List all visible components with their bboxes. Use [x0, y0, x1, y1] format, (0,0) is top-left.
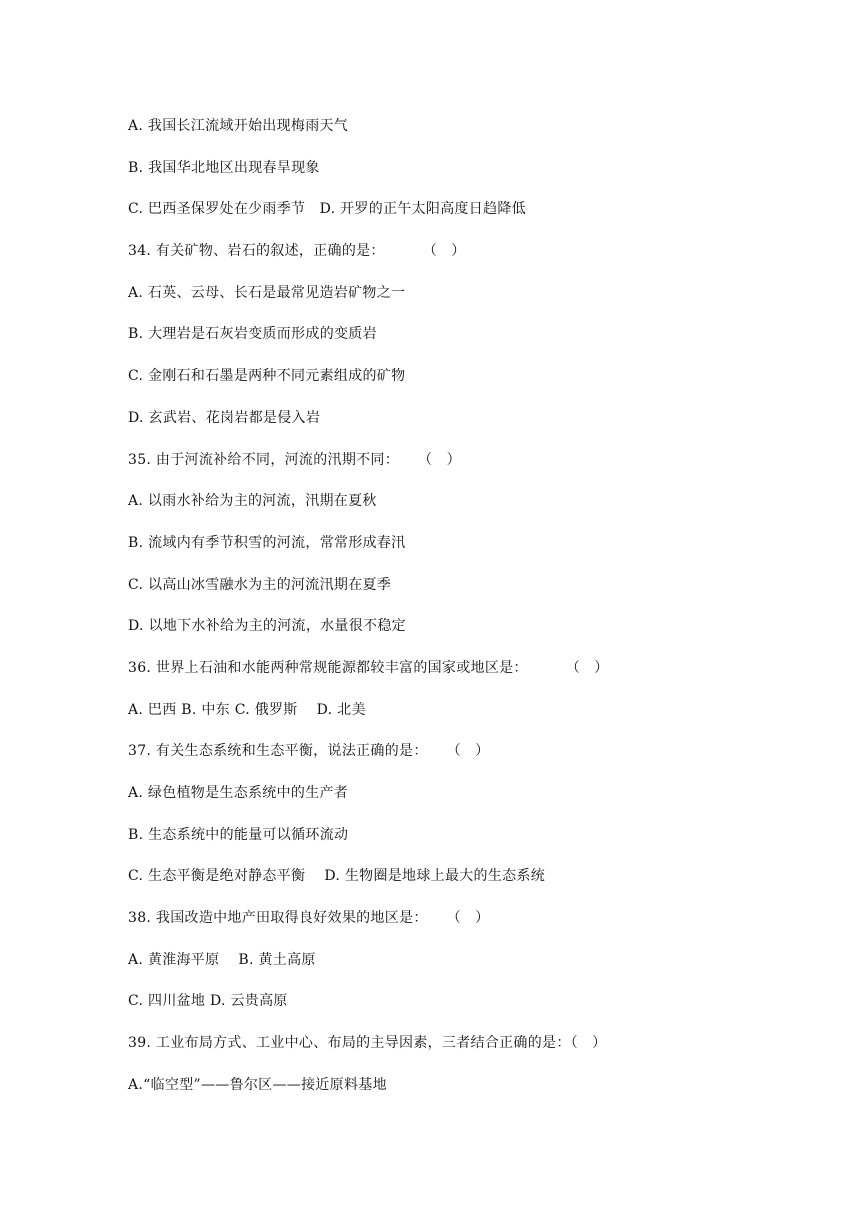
question-36: 36. 世界上石油和水能两种常规能源都较丰富的国家或地区是： （ ）	[128, 659, 609, 676]
option-line: A. 巴西 B. 中东 C. 俄罗斯 D. 北美	[128, 701, 366, 718]
option-line: D. 玄武岩、花岗岩都是侵入岩	[128, 409, 321, 426]
option-line: C. 巴西圣保罗处在少雨季节 D. 开罗的正午太阳高度日趋降低	[128, 201, 526, 218]
option-line: B. 大理岩是石灰岩变质而形成的变质岩	[128, 326, 377, 343]
option-line: A.“临空型”——鲁尔区——接近原料基地	[128, 1076, 387, 1093]
option-line: B. 我国华北地区出现春旱现象	[128, 159, 320, 176]
option-line: C. 金刚石和石墨是两种不同元素组成的矿物	[128, 368, 406, 385]
option-line: A. 以雨水补给为主的河流，汛期在夏秋	[128, 493, 377, 510]
option-line: C. 以高山冰雪融水为主的河流汛期在夏季	[128, 576, 392, 593]
option-line: A. 绿色植物是生态系统中的生产者	[128, 785, 349, 801]
question-38: 38. 我国改造中地产田取得良好效果的地区是： （ ）	[128, 910, 490, 927]
option-line: A. 黄淮海平原 B. 黄土高原	[128, 951, 316, 968]
question-text-block	[128, 112, 768, 1113]
option-line: C. 四川盆地 D. 云贵高原	[128, 993, 288, 1010]
question-34: 34. 有关矿物、岩石的叙述，正确的是： （ ）	[128, 243, 466, 260]
option-line: B. 生态系统中的能量可以循环流动	[128, 826, 349, 843]
option-line: D. 以地下水补给为主的河流，水量很不稳定	[128, 618, 406, 635]
question-39: 39. 工业布局方式、工业中心、布局的主导因素，三者结合正确的是：（ ）	[128, 1035, 607, 1052]
option-line: B. 流域内有季节积雪的河流，常常形成春汛	[128, 534, 406, 551]
option-line: A. 我国长江流域开始出现梅雨天气	[128, 118, 349, 134]
question-37: 37. 有关生态系统和生态平衡，说法正确的是： （ ）	[128, 743, 490, 760]
option-line: C. 生态平衡是绝对静态平衡 D. 生物圈是地球上最大的生态系统	[128, 868, 546, 885]
option-line: A. 石英、云母、长石是最常见造岩矿物之一	[128, 284, 406, 301]
question-35: 35. 由于河流补给不同，河流的汛期不同： （ ）	[128, 451, 461, 468]
